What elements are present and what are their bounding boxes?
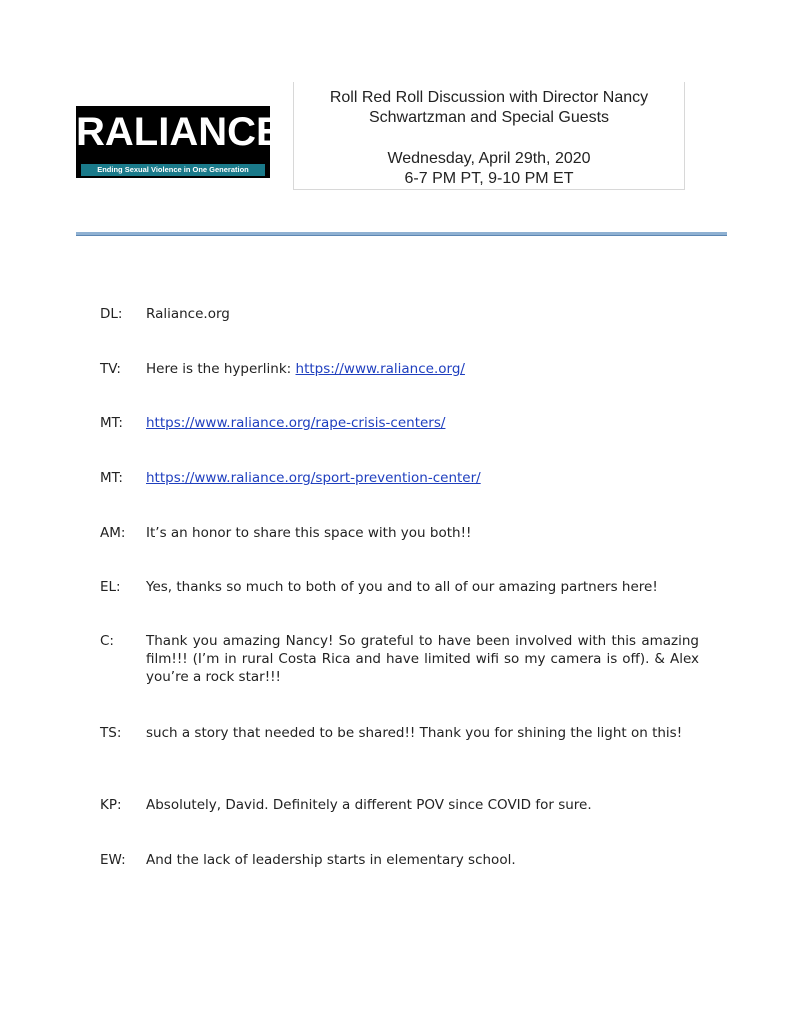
event-header [293, 82, 685, 190]
chat-message [146, 469, 699, 487]
speaker-label: AM: [100, 525, 126, 541]
message-prefix: Here is the hyperlink: [146, 361, 296, 377]
chat-message [146, 414, 699, 432]
speaker-label: EW: [100, 852, 126, 868]
event-date: Wednesday, April 29th, 2020 [387, 150, 591, 167]
raliance-hyperlink[interactable]: https://www.raliance.org/ [295, 361, 465, 377]
event-title-line1: Roll Red Roll Discussion with Director Nancy [329, 89, 649, 106]
chat-message: such a story that needed to be shared!! Thank you for shining the light on this! [146, 725, 683, 741]
logo-tagline: Ending Sexual Violence in One Generation [81, 164, 265, 176]
speaker-label: TS: [100, 725, 122, 741]
sport-prevention-center-link[interactable]: https://www.raliance.org/sport-prevention-center/ [146, 470, 481, 486]
chat-message: Absolutely, David. Definitely a different POV since COVID for sure. [146, 797, 592, 813]
rape-crisis-centers-link[interactable]: https://www.raliance.org/rape-crisis-centers/ [146, 415, 446, 431]
chat-message: It’s an honor to share this space with you both!! [146, 525, 472, 541]
chat-message: Yes, thanks so much to both of you and to all of our amazing partners here! [146, 579, 658, 595]
chat-message: Thank you amazing Nancy! So grateful to have been involved with this amazing film!!! (I’m in rural Costa Rica and have limited wifi so my camera is off). & Alex you’re a rock star!!! [146, 633, 699, 685]
logo-name: RALIANCE [76, 110, 283, 154]
speaker-label: MT: [100, 415, 123, 431]
chat-message: Raliance.org [146, 306, 230, 322]
speaker-label: MT: [100, 470, 123, 486]
raliance-logo [76, 106, 283, 178]
speaker-label: TV: [100, 361, 121, 377]
header-divider [76, 232, 727, 236]
chat-message: And the lack of leadership starts in elementary school. [146, 852, 516, 868]
speaker-label: KP: [100, 797, 122, 813]
speaker-label: C: [100, 633, 114, 649]
event-title-line2: Schwartzman and Special Guests [368, 109, 610, 126]
speaker-label: DL: [100, 306, 123, 322]
speaker-label: EL: [100, 579, 121, 595]
event-time: 6-7 PM PT, 9-10 PM ET [404, 170, 574, 187]
chat-message [146, 360, 699, 378]
